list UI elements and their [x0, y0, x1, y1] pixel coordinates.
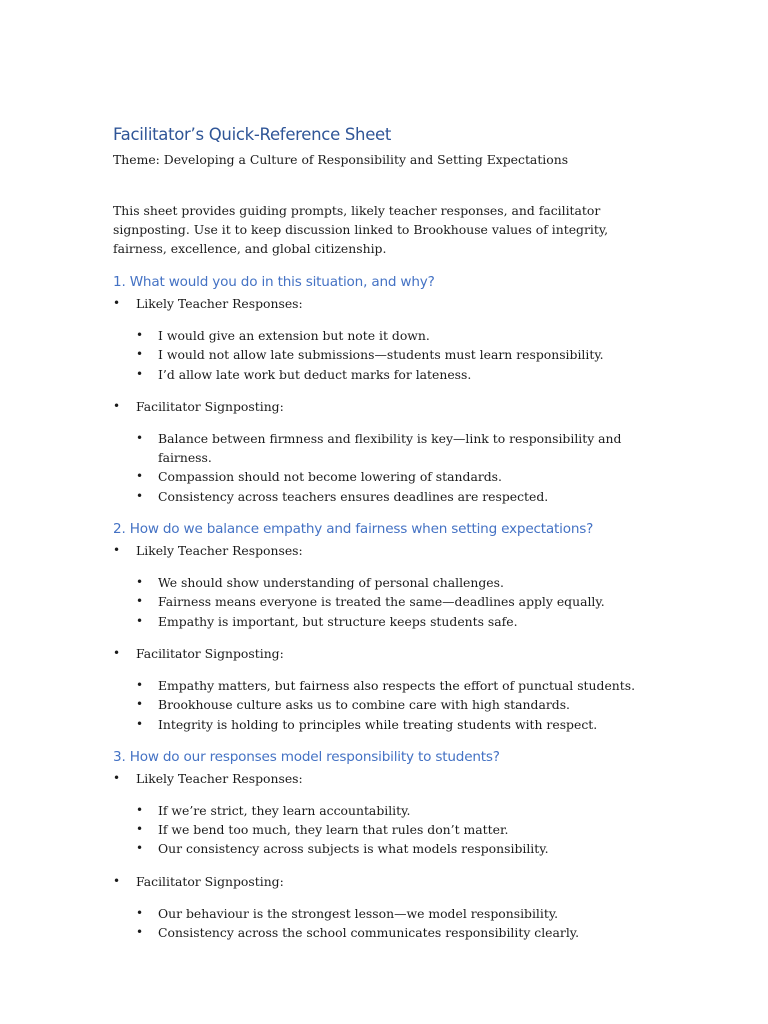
bullet-icon: • [136, 594, 144, 609]
signposting-list [136, 676, 658, 734]
document-subtitle: Theme: Developing a Culture of Responsibility and Setting Expectations [113, 152, 569, 167]
bullet-icon: • [136, 430, 144, 445]
bullet-icon: • [113, 398, 121, 413]
list-item: • Empathy is important, but structure keeps students safe. [136, 613, 518, 629]
section-heading-3: 3. How do our responses model responsibility to students? [113, 748, 500, 765]
group-label: Likely Teacher Responses: [136, 296, 303, 311]
bullet-icon: • [136, 905, 144, 920]
list-item: • I’d allow late work but deduct marks for lateness. [136, 366, 472, 382]
response-list [136, 326, 658, 384]
list-item: • Consistency across the school communicates responsibility clearly. [136, 925, 580, 941]
bullet-icon: • [136, 488, 144, 503]
group-label: Facilitator Signposting: [136, 645, 284, 661]
list-item: • I would not allow late submissions—students must learn responsibility. [136, 347, 604, 363]
group-likely-responses [113, 541, 658, 631]
group-label: Likely Teacher Responses: [136, 770, 303, 786]
group-label: Likely Teacher Responses: [136, 543, 303, 559]
group-label: Facilitator Signposting: [136, 873, 284, 889]
list-item: • Integrity is holding to principles while treating students with respect. [136, 716, 598, 732]
bullet-icon: • [136, 841, 144, 856]
group-facilitator-signposting [113, 397, 658, 506]
bullet-icon: • [136, 802, 144, 817]
bullet-icon: • [136, 925, 144, 940]
group-label: Facilitator Signposting: [136, 398, 284, 414]
list-item: • I would give an extension but note it down. [136, 328, 430, 343]
bullet-icon: • [113, 645, 121, 660]
signposting-list [136, 429, 658, 506]
response-list [136, 801, 658, 859]
bullet-icon: • [113, 873, 121, 888]
list-item: • Compassion should not become lowering of standards. [136, 469, 502, 485]
bullet-icon: • [113, 296, 121, 310]
list-item: • If we’re strict, they learn accountability. [136, 802, 411, 818]
list-item: • Our behaviour is the strongest lesson—we model responsibility. [136, 905, 559, 921]
signposting-list [136, 904, 658, 943]
list-item: • If we bend too much, they learn that rules don’t matter. [136, 822, 509, 838]
group-facilitator-signposting [113, 644, 658, 734]
section-3-groups [113, 769, 658, 942]
section-heading-2: 2. How do we balance empathy and fairness when setting expectations? [113, 521, 594, 538]
list-item: • Fairness means everyone is treated the same—deadlines apply equally. [136, 594, 605, 610]
group-likely-responses [113, 769, 658, 859]
bullet-icon: • [136, 822, 144, 837]
list-item: • Empathy matters, but fairness also respects the effort of punctual students. [136, 677, 636, 693]
group-facilitator-signposting [113, 872, 658, 943]
bullet-icon: • [136, 347, 144, 362]
bullet-icon: • [136, 469, 144, 484]
section-1-groups [113, 294, 658, 506]
bullet-icon: • [136, 575, 144, 590]
intro-paragraph: This sheet provides guiding prompts, likely teacher responses, and facilitator signposting. Use it to keep discussion linked to Brookhouse values of integrity, fairness, excellence, and global citizenship. [113, 203, 609, 256]
list-item: • Our consistency across subjects is what models responsibility. [136, 841, 549, 857]
bullet-icon: • [136, 716, 144, 731]
response-list [136, 573, 658, 631]
bullet-icon: • [136, 613, 144, 628]
list-item: • We should show understanding of personal challenges. [136, 575, 504, 591]
document-content [113, 123, 658, 942]
bullet-icon: • [136, 366, 144, 381]
bullet-icon: • [136, 697, 144, 712]
list-item: • Brookhouse culture asks us to combine care with high standards. [136, 697, 571, 713]
bullet-icon: • [136, 328, 144, 342]
section-2-groups [113, 541, 658, 734]
section-heading-1: 1. What would you do in this situation, and why? [113, 274, 435, 290]
bullet-icon: • [113, 770, 121, 785]
list-item: • Balance between firmness and flexibility is key—link to responsibility and fairness. [136, 430, 622, 466]
bullet-icon: • [113, 543, 121, 558]
bullet-icon: • [136, 677, 144, 692]
list-item: • Consistency across teachers ensures deadlines are respected. [136, 488, 549, 504]
group-likely-responses [113, 294, 658, 384]
document-title: Facilitator’s Quick-Reference Sheet [113, 125, 392, 144]
